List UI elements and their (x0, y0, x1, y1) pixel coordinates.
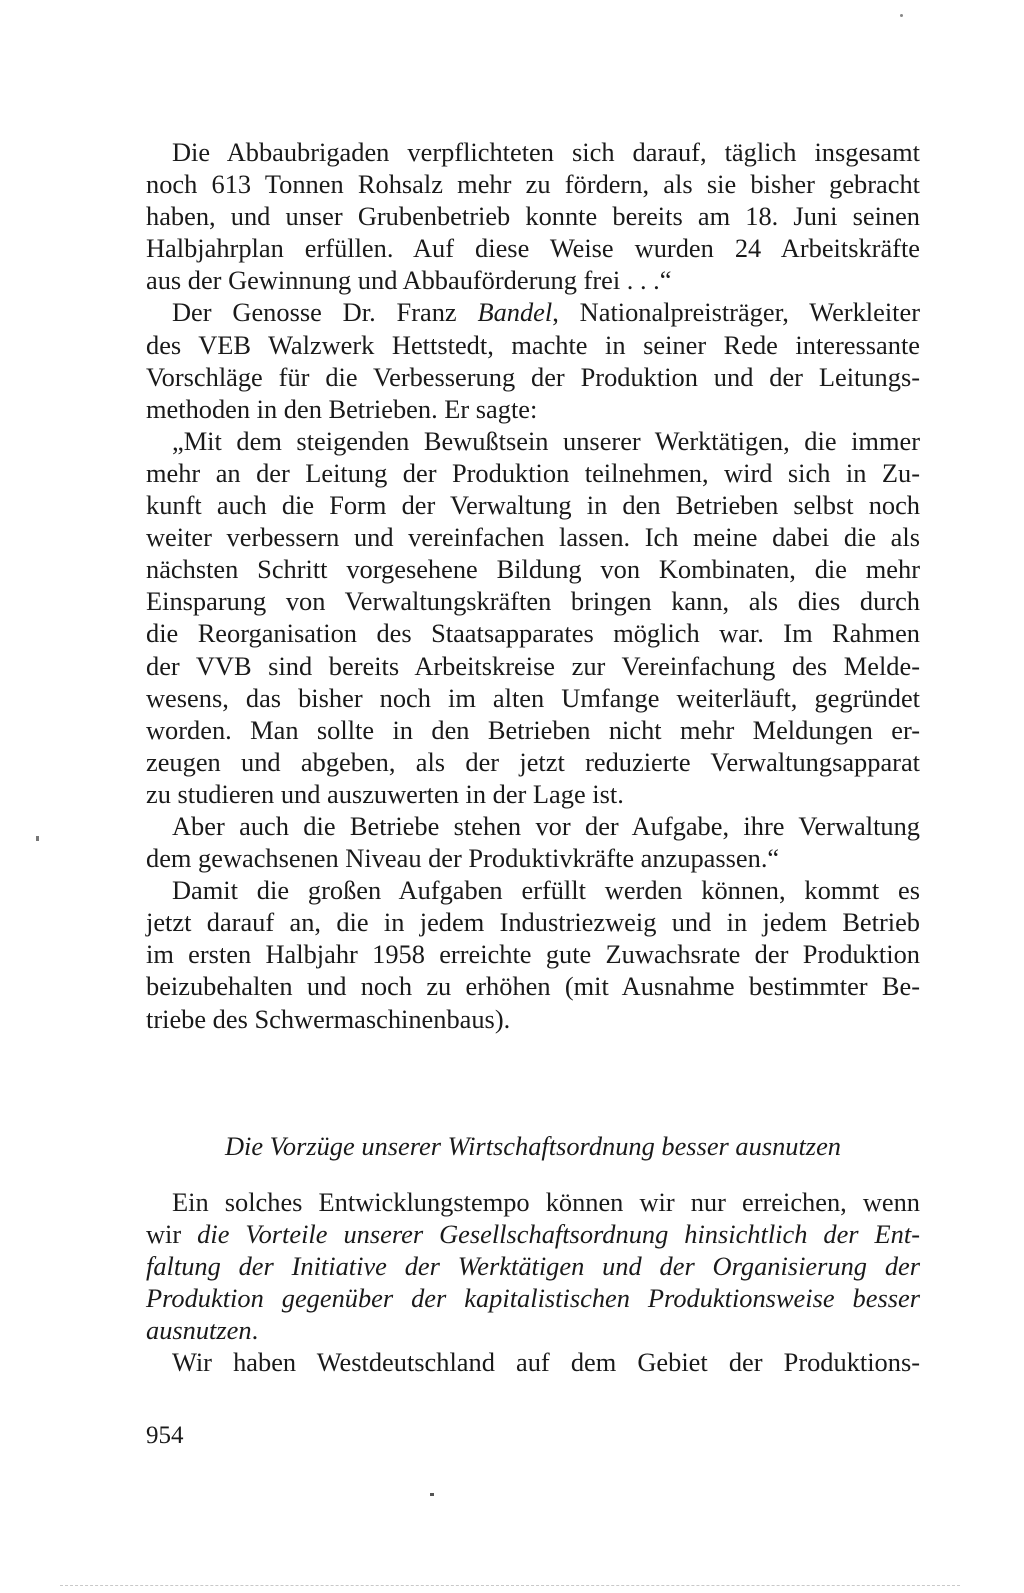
emphasis-text: die Vorteile unserer Gesellschaftsordnung hinsichtlich der Ent- (197, 1219, 920, 1250)
text-line: die Reorganisation des Staatsapparates möglich war. Im Rahmen (146, 618, 920, 649)
text-line: worden. Man sollte in den Betrieben nicht mehr Meldungen er- (146, 714, 920, 745)
text-line: Die Abbaubrigaden verpflichteten sich darauf, täglich insgesamt (172, 137, 920, 167)
section-heading: Die Vorzüge unserer Wirtschaftsordnung besser ausnutzen (224, 1131, 841, 1161)
text-line: Halbjahrplan erfüllen. Auf diese Weise wurden 24 Arbeitskräfte (146, 233, 920, 264)
text-line: noch 613 Tonnen Rohsalz mehr zu fördern, als sie bisher gebracht (146, 169, 920, 200)
person-name-italic: Bandel (477, 297, 553, 328)
text-line: jetzt darauf an, die in jedem Industriezweig und in jedem Betrieb (146, 907, 920, 938)
emphasis-text: ausnutzen (146, 1315, 252, 1346)
scan-speck (900, 14, 903, 17)
text-line: im ersten Halbjahr 1958 erreichte gute Zuwachsrate der Produktion (146, 939, 920, 970)
text-run: , Nationalpreisträger, Werkleiter (552, 297, 920, 328)
text-line: aus der Gewinnung und Abbauförderung frei . . .“ (146, 265, 672, 296)
body-text-upper (146, 136, 920, 1035)
text-line (146, 1282, 920, 1314)
text-run: wir (146, 1219, 198, 1250)
scan-speck-bottom (430, 1493, 434, 1496)
page-number: 954 (146, 1422, 184, 1449)
body-text-lower (146, 1186, 920, 1379)
text-line: Einsparung von Verwaltungskräften bringen kann, als dies durch (146, 586, 920, 617)
text-line: methoden in den Betrieben. Er sagte: (146, 393, 538, 424)
text-line: Ein solches Entwicklungstempo können wir nur erreichen, wenn (172, 1187, 920, 1217)
text-line: nächsten Schritt vorgesehene Bildung von Kombinaten, die mehr (146, 554, 920, 585)
text-line: triebe des Schwermaschinenbaus). (146, 1003, 511, 1034)
text-line (146, 1314, 920, 1346)
text-line (146, 296, 920, 328)
text-line: mehr an der Leitung der Produktion teilnehmen, wird sich in Zu- (146, 457, 920, 488)
text-line: zu studieren und auszuwerten in der Lage ist. (146, 778, 624, 809)
text-run: Der Genosse Dr. Franz (172, 297, 478, 328)
text-line: Aber auch die Betriebe stehen vor der Aufgabe, ihre Verwaltung (172, 810, 920, 841)
scan-edge (60, 1585, 960, 1587)
text-line: Damit die großen Aufgaben erfüllt werden können, kommt es (172, 875, 920, 906)
text-line: Wir haben Westdeutschland auf dem Gebiet der Produktions- (172, 1347, 920, 1378)
emphasis-text: faltung der Initiative der Werktätigen und der Organisierung der (146, 1251, 920, 1282)
text-line: zeugen und abgeben, als der jetzt reduzierte Verwaltungsapparat (146, 746, 920, 777)
text-line: „Mit dem steigenden Bewußtsein unserer Werktätigen, die immer (172, 425, 920, 456)
text-line: haben, und unser Grubenbetrieb konnte bereits am 18. Juni seinen (146, 201, 920, 232)
text-line: kunft auch die Form der Verwaltung in den Betrieben selbst noch (146, 490, 920, 521)
text-line: der VVB sind bereits Arbeitskreise zur Vereinfachung des Melde- (146, 650, 920, 681)
text-run: . (251, 1315, 259, 1346)
emphasis-text: Produktion gegenüber der kapitalistischen Produktionsweise besser (146, 1283, 920, 1314)
text-line: wesens, das bisher noch im alten Umfange weiterläuft, gegründet (146, 682, 920, 713)
text-line: des VEB Walzwerk Hettstedt, machte in seiner Rede interessante (146, 329, 920, 360)
text-line: Vorschläge für die Verbesserung der Produktion und der Leitungs- (146, 361, 920, 392)
text-line (146, 1218, 920, 1250)
text-line: beizubehalten und noch zu erhöhen (mit Ausnahme bestimmter Be- (146, 971, 920, 1002)
text-line: dem gewachsenen Niveau der Produktivkräfte anzupassen.“ (146, 843, 780, 874)
text-line: weiter verbessern und vereinfachen lassen. Ich meine dabei die als (146, 522, 920, 553)
text-line (146, 1250, 920, 1282)
scan-speck-left (36, 836, 39, 841)
